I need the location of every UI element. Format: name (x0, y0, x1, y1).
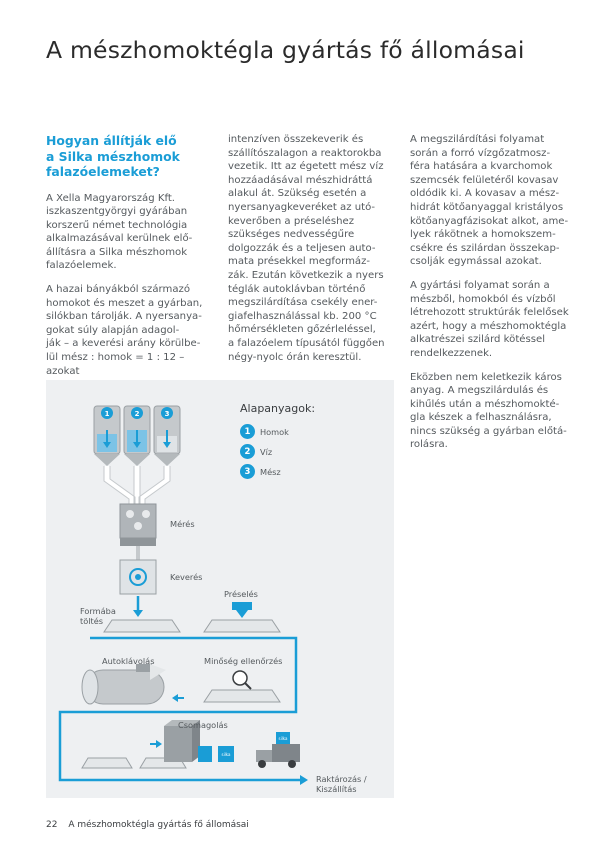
text-column-3 (410, 133, 578, 462)
press-icon (232, 602, 252, 618)
legend-number: 2 (240, 444, 255, 459)
svg-text:1: 1 (104, 410, 110, 418)
step-label-preseles: Préselés (224, 589, 258, 599)
step-label-autoklav: Autoklávolás (102, 656, 155, 666)
step-label-meres: Mérés (170, 519, 195, 529)
svg-text:3: 3 (164, 410, 170, 418)
step-label-formaba: Formába töltés (80, 606, 116, 626)
step-label-csomagolas: Csomagolás (178, 720, 228, 730)
section-heading: Hogyan állítják elő a Silka mészhomok falazóelemeket? (46, 133, 180, 179)
legend-number: 3 (240, 464, 255, 479)
step-label-raktarozas: Raktározás / Kiszállítás (316, 774, 367, 794)
legend-title: Alapanyagok: (240, 402, 316, 415)
text-column-1 (46, 133, 214, 388)
text-column-2 (228, 133, 396, 374)
page-number: 22 (46, 820, 58, 830)
paragraph: intenzíven összekeverik és szállítószalagon a reaktorokba vezetik. Itt az égetett mész víz hozzáadásával mészhidráttá alakul át. Szükség esetén a nyersanyagkeveréket az utó- keverőben a préseléshez szükséges nedvességűre dolgozzák és a teljesen auto- mata présekkel megformáz- zák. Ezután következik a nyers téglák autoklávban történő megszilárdítása csekély ener- giafelhasználással kb. 200 °C hőmérsékleten gőzérleléssel, a falazóelem típusától függően négy-nyolc órán keresztül. (228, 134, 385, 363)
paragraph: A Xella Magyarország Kft. iszkaszentgyörgyi gyárában korszerű német technológia alkalmazásával kerülnek elő- állításra a Silka mészhomok falazóelemek. (46, 192, 193, 272)
legend-item-viz (240, 444, 272, 459)
mould-tray-icon (104, 620, 280, 632)
legend-item-mesz (240, 464, 281, 479)
pallet-icon (198, 746, 234, 762)
legend-label: Homok (260, 426, 289, 437)
paragraph: A hazai bányákból származó homokot és meszet a gyárban, silókban tárolják. A nyersanya- gokat súly alapján adagol- ják – a keverési arány körülbe- lül mész : homok = 1 : 12 – azokat (46, 284, 203, 377)
feed-pipes (107, 466, 167, 504)
autoclave-icon (82, 664, 166, 704)
weighing-machine-icon (120, 504, 156, 546)
production-flow-graphic (46, 380, 394, 798)
truck-icon (256, 732, 300, 768)
legend-label: Víz (260, 446, 273, 457)
paragraph: A gyártási folyamat során a mészből, homokból és vízből létrehozott struktúrák felelősek azért, hogy a mészhomoktégla alkatrészei szilárd kötéssel rendelkezzenek. (410, 279, 569, 359)
legend-number: 1 (240, 424, 255, 439)
step-label-minoseg: Minőség ellenőrzés (204, 656, 283, 666)
page-title: A mészhomoktégla gyártás fő állomásai (46, 36, 525, 64)
legend-label: Mész (260, 466, 281, 477)
mixer-icon (120, 546, 156, 594)
quality-check-icon (204, 671, 280, 702)
production-diagram (46, 380, 394, 798)
legend-item-homok (240, 424, 289, 439)
footer-title: A mészhomoktégla gyártás fő állomásai (68, 820, 249, 830)
page-footer (46, 820, 249, 830)
paragraph: Eközben nem keletkezik káros anyag. A megszilárdulás és kihűlés után a mészhomokté- gla készek a felhasználásra, nincs szükség a gyárban előtá- rolásra. (410, 371, 567, 451)
svg-text:2: 2 (134, 410, 140, 418)
step-label-keveres: Keverés (170, 572, 203, 582)
paragraph: A megszilárdítási folyamat során a forró vízgőzatmosz- féra hatására a kvarchomok szemcsék felületéről kovasav oldódik ki. A kovasav a mész- hidrát kötőanyaggal kristályos kötőanyagfázisokat alkot, ame- lyek rákötnek a homokszem- csékre és szilárdan összekap- csolják egymással azokat. (410, 134, 569, 268)
brand-mark: silka (221, 752, 231, 757)
brand-mark: silka (278, 736, 288, 741)
